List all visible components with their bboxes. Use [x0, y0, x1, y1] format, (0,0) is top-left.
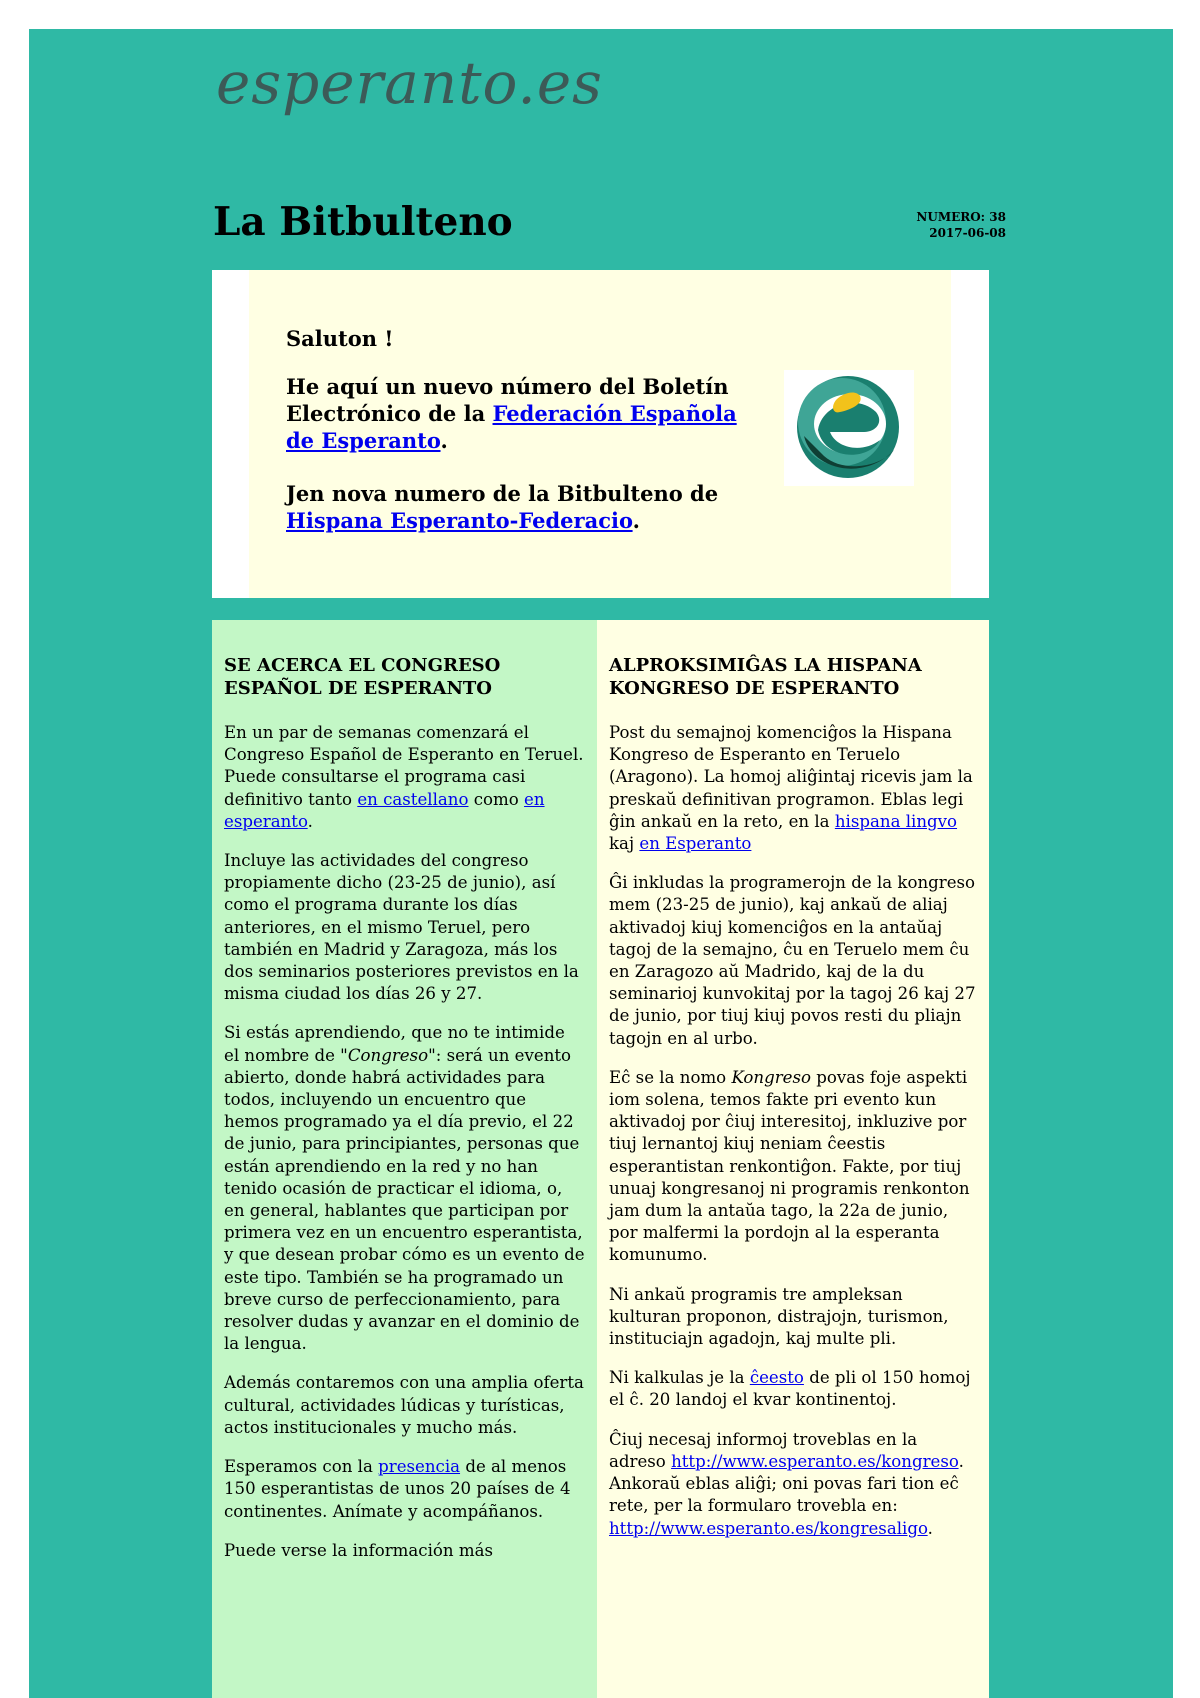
spanish-paragraph-5 [224, 1456, 585, 1523]
spanish-paragraph-3-text: Si estás aprendiendo, que no te intimide el nombre de " [224, 1023, 565, 1065]
spanish-paragraph-2: Incluye las actividades del congreso propiamente dicho (23-25 de junio), así como el programa durante los días anteriores, en el mismo Teruel, pero también en Madrid y Zaragoza, más los dos seminarios posteriores previstos en la misma ciudad los días 26 y 27. [224, 851, 579, 1004]
greeting-box [212, 270, 989, 598]
spanish-paragraph-4: Además contaremos con una amplia oferta cultural, actividades lúdicas y turísticas, actos institucionales y mucho más. [224, 1373, 584, 1437]
program-link-castellano[interactable]: en castellano [357, 789, 469, 809]
federation-link-eo[interactable]: Hispana Esperanto-Federacio [286, 508, 633, 533]
spanish-paragraph-1-mid: como [468, 789, 525, 809]
spanish-paragraph-5-text: Esperamos con la [224, 1457, 379, 1477]
esperanto-paragraph-3-emphasis: Kongreso [731, 1067, 811, 1087]
esperanto-paragraph-5-rest: de pli ol 150 homoj el ĉ. 20 landoj el kvar kontinentoj. [609, 1368, 971, 1410]
section-divider [212, 598, 989, 620]
spanish-paragraph-6: Puede verse la información más [224, 1540, 493, 1560]
program-link-hispana[interactable]: hispana lingvo [834, 811, 958, 831]
esperanto-article-heading: ALPROKSIMIĜAS LA HISPANA KONGRESO DE ESPERANTO [609, 655, 922, 699]
spanish-article-column [212, 620, 597, 1698]
esperanto-federation-logo-icon [784, 370, 914, 486]
esperanto-paragraph-2: Ĝi inkludas la programerojn de la kongreso mem (23-25 de junio), kaj ankaŭ de aliaj aktivadoj kiuj komenciĝos en la antaŭaj tagoj de la semajno, ĉu en Teruelo mem ĉu en Zaragozo aŭ Madrido, kaj de la du seminarioj kunvokitaj por la tagoj 26 kaj 27 de junio, por tiuj kiuj povos resti du pliajn tagojn en al urbo. [609, 873, 976, 1048]
spanish-paragraph-1-text: En un par de semanas comenzará el Congreso Español de Esperanto en Teruel. Puede consultarse el programa casi definitivo tanto [224, 723, 584, 809]
greeting-esperanto-period: . [632, 508, 640, 533]
spanish-paragraph-1 [224, 722, 585, 833]
esperanto-paragraph-1-text: Post du semajnoj komenciĝos la Hispana Kongreso de Esperanto en Teruelo (Aragono). La homoj aliĝintaj ricevis jam la preskaŭ definitivan programon. Eblas legi ĝin ankaŭ en la reto, en la [609, 723, 973, 831]
esperanto-article-column [597, 620, 989, 1698]
ceesto-link[interactable]: ĉeesto [749, 1368, 804, 1388]
kongreso-url-link[interactable]: http://www.esperanto.es/kongreso [671, 1451, 959, 1471]
esperanto-paragraph-3-text: Eĉ se la nomo [609, 1067, 732, 1087]
esperanto-paragraph-1-mid: kaj [609, 834, 640, 854]
issue-number: NUMERO: 38 [916, 210, 1006, 224]
greeting-hello: Saluton ! [286, 326, 394, 351]
esperanto-paragraph-6-end: . [927, 1518, 933, 1538]
greeting-esperanto [286, 480, 756, 534]
greeting-spanish [286, 373, 756, 454]
esperanto-paragraph-6-text: Ĉiuj necesaj informoj troveblas en la adreso [609, 1429, 918, 1471]
esperanto-paragraph-5-text: Ni kalkulas je la [609, 1368, 750, 1388]
issue-date: 2017-06-08 [929, 226, 1006, 240]
spanish-paragraph-3-rest: ": será un evento abierto, donde habrá actividades para todos, incluyendo un encuentro que hemos programado ya el día previo, el 22 de junio, para principiantes, personas que están aprendiendo en la red y no han tenido ocasión de practicar el idioma, o, en general, hablantes que participan por primera vez en un encuentro esperantista, y que desean probar cómo es un evento de este tipo. También se ha programado un breve curso de perfeccionamiento, para resolver dudas y avanzar en el dominio de la lengua. [224, 1045, 585, 1354]
esperanto-paragraph-4: Ni ankaŭ programis tre ampleksan kulturan proponon, distrajojn, turismon, instituciajn agadojn, kaj multe pli. [609, 1284, 949, 1349]
greeting-spanish-period: . [440, 428, 448, 453]
presencia-link[interactable]: presencia [378, 1457, 461, 1477]
spanish-paragraph-3 [224, 1022, 585, 1355]
issue-info [809, 209, 1006, 241]
esperanto-paragraph-5 [609, 1367, 977, 1411]
kongresaligo-url-link[interactable]: http://www.esperanto.es/kongresaligo [609, 1518, 928, 1538]
esperanto-es-logo: esperanto.es [216, 49, 603, 117]
spanish-paragraph-5-rest: de al menos 150 esperantistas de unos 20 países de 4 continentes. Anímate y acompáñanos. [224, 1457, 571, 1521]
newsletter-frame [29, 29, 1173, 1698]
esperanto-paragraph-6-mid: . Ankoraŭ eblas aliĝi; oni povas fari tion eĉ rete, per la formularo trovebla en: [609, 1451, 964, 1516]
program-link-esperanto[interactable]: en esperanto [224, 789, 545, 831]
program-link-en-esperanto[interactable]: en Esperanto [639, 834, 752, 854]
greeting-panel [249, 270, 951, 598]
greeting-spanish-text: He aquí un nuevo número del Boletín Electrónico de la [286, 374, 729, 426]
newsletter-title: La Bitbulteno [213, 199, 513, 245]
esperanto-paragraph-6 [609, 1429, 977, 1540]
esperanto-paragraph-3 [609, 1067, 977, 1267]
esperanto-paragraph-1 [609, 722, 977, 855]
spanish-paragraph-3-emphasis: Congreso [347, 1045, 429, 1065]
spanish-paragraph-1-end: . [307, 811, 313, 831]
spanish-article-heading: SE ACERCA EL CONGRESO ESPAÑOL DE ESPERANTO [224, 655, 501, 699]
greeting-esperanto-text: Jen nova numero de la Bitbulteno de [286, 481, 719, 506]
esperanto-paragraph-3-rest: povas foje aspekti iom solena, temos fakte pri evento kun aktivadoj por ĉiuj interesitoj, inkluzive por tiuj lernantoj kiuj neniam ĉeestis esperantistan renkontiĝon. Fakte, por tiuj unuaj kongresanoj ni programis renkonton jam dum la antaŭa tago, la 22a de junio, por malfermi la pordojn al la esperanta komunumo. [609, 1067, 970, 1265]
federation-link-es[interactable]: Federación Española de Esperanto [286, 401, 737, 453]
